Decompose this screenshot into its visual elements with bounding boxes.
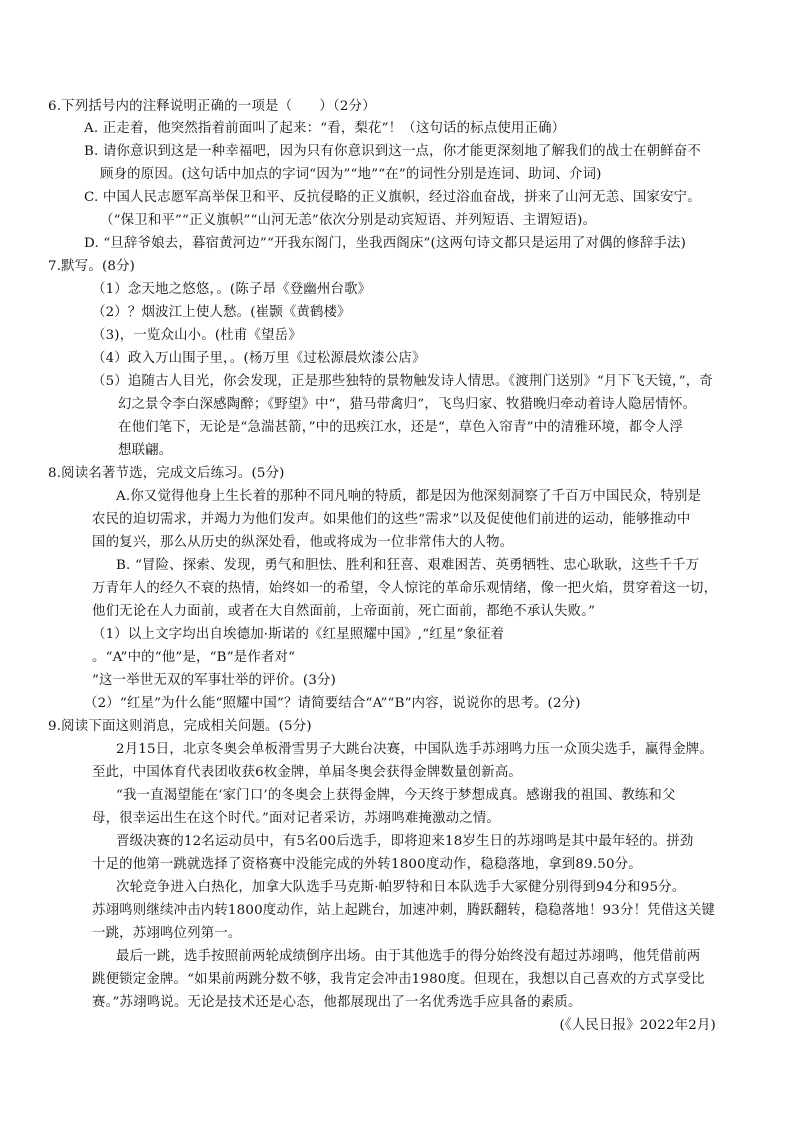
- q8-subquestion-1-cont: 。“A”中的“他”是，“B”是作者对“: [92, 650, 296, 665]
- q6-stem: 6.下列括号内的注释说明正确的一项是（ ）（2分）: [48, 99, 376, 114]
- q7-item-2: （2）？烟波江上使人愁。(崔颢《黄鹤楼》: [92, 305, 351, 320]
- q7-item-5-cont: 幻之景令李白深感陶醉；《野望》中“，猎马带禽归”，飞鸟归家、牧猎晚归牵动着诗人隐居情怀。: [118, 397, 697, 412]
- q8-subquestion-1-cont: ”这一举世无双的军事壮举的评价。(3分): [92, 673, 337, 688]
- q9-paragraph-5: 最后一跳，选手按照前两轮成绩倒序出场。由于其他选手的得分始终没有超过苏翊鸣，他凭借前两: [116, 949, 701, 964]
- q9-paragraph-2: “我一直渴望能在‘家门口’的冬奥会上获得金牌，今天终于梦想成真。感谢我的祖国、教练和父: [116, 788, 676, 803]
- q7-item-5-cont: 想联翩。: [118, 443, 173, 458]
- q9-paragraph-5-cont: 赛。”苏翊鸣说。无论是技术还是心态，他都展现出了一名优秀选手应具备的素质。: [92, 995, 582, 1010]
- q9-stem: 9.阅读下面这则消息，完成相关问题。(5分): [48, 719, 312, 734]
- q9-paragraph-2-cont: 母，很幸运出生在这个时代。”面对记者采访，苏翊鸣难掩激动之情。: [92, 811, 501, 826]
- q9-paragraph-4-cont: 一跳，苏翊鸣位列第一。: [92, 926, 242, 941]
- q9-paragraph-4-cont: 苏翊鸣则继续冲击内转1800度动作，站上起跳台，加速冲刺，腾跃翻转，稳稳落地！93分！凭借这关键: [92, 903, 716, 918]
- q7-item-5-cont: 在他们笔下，无论是“急湍甚箭，”中的迅疾江水，还是“，草色入帘青”中的清雅环境，都令人浮: [118, 420, 684, 435]
- q7-item-1: （1）念天地之悠悠，。(陈子昂《登幽州台歌》: [92, 282, 372, 297]
- q6-option-b: B. 请你意识到这是一种幸福吧，因为只有你意识到这一点，你才能更深刻地了解我们的战士在朝鲜奋不: [84, 144, 701, 159]
- q6-option-c-cont: （“保卫和平”“正义旗帜”“山河无恙”依次分别是动宾短语、并列短语、主谓短语)。: [100, 213, 597, 228]
- q8-excerpt-b: B. “冒险、探索、发现，勇气和胆怯、胜利和狂喜、艰难困苦、英勇牺牲、忠心耿耿，这些千千万: [116, 558, 700, 573]
- q6-option-d: D. “旦辞爷娘去，暮宿黄河边”“开我东阁门，坐我西阁床”(这两句诗文都只是运用了对偶的修辞手法): [84, 236, 687, 251]
- q8-subquestion-2: （2）“红星”为什么能“照耀中国”？请简要结合“A”“B”内容，说说你的思考。(2分): [84, 696, 581, 711]
- q6-option-a: A. 正走着，他突然指着前面叫了起来：“看，梨花”！（这句话的标点使用正确）: [84, 121, 566, 136]
- q6-option-c: C. 中国人民志愿军高举保卫和平、反抗侵略的正义旗帜，经过浴血奋战，拼来了山河无恙、国家安宁。: [84, 190, 701, 205]
- q9-paragraph-4: 次轮竞争进入白热化，加拿大队选手马克斯·帕罗特和日本队选手大冢健分别得到94分和95分。: [116, 880, 686, 895]
- q9-paragraph-3: 晋级决赛的12名运动员中，有5名00后选手，即将迎来18岁生日的苏翊鸣是其中最年轻的。拼劲: [116, 834, 694, 849]
- q7-item-3: （3)，一览众山小。(杜甫《望岳》: [92, 328, 302, 343]
- q9-source: (《人民日报》2022年2月): [559, 1018, 716, 1033]
- q9-paragraph-5-cont: 跳便锁定金牌。“如果前两跳分数不够，我肯定会冲击1980度。但现在，我想以自己喜欢的方式享受比: [92, 972, 705, 987]
- q8-excerpt-b-cont: 他们无论在人力面前，或者在大自然面前，上帝面前，死亡面前，都绝不承认失败。”: [92, 604, 596, 619]
- q8-excerpt-a: A.你又觉得他身上生长着的那种不同凡响的特质，都是因为他深刻洞察了千百万中国民众，特别是: [116, 489, 702, 504]
- q7-stem: 7.默写。(8分): [48, 259, 136, 274]
- q8-subquestion-1: （1）以上文字均出自埃德加·斯诺的《红星照耀中国》,“红星”象征着: [92, 627, 505, 642]
- q9-paragraph-3-cont: 十足的他第一跳就选择了资格赛中没能完成的外转1800度动作，稳稳落地，拿到89.50分。: [92, 857, 642, 872]
- q9-paragraph-1-cont: 至此，中国体育代表团收获6枚金牌，单届冬奥会获得金牌数量创新高。: [92, 765, 523, 780]
- q8-stem: 8.阅读名著节选，完成文后练习。(5分): [48, 466, 285, 481]
- q8-excerpt-a-cont: 农民的迫切需求，并竭力为他们发声。如果他们的这些“需求”以及促使他们前进的运动，能够推动中: [92, 512, 691, 527]
- q8-excerpt-b-cont: 万青年人的经久不衰的热情，始终如一的希望，令人惊诧的革命乐观情绪，像一把火焰，贯穿着这一切，: [92, 581, 718, 596]
- q7-item-4: （4）政入万山围子里，。(杨万里《过松源晨炊漆公店》: [92, 351, 426, 366]
- q8-excerpt-a-cont: 国的复兴，那么从历史的纵深处看，他或将成为一位非常伟大的人物。: [92, 535, 514, 550]
- q6-option-b-cont: 顾身的原因。(这句话中加点的字词“因为”“地”“在”的词性分别是连词、助词、介词): [100, 167, 602, 182]
- q9-paragraph-1: 2月15日，北京冬奥会单板滑雪男子大跳台决赛，中国队选手苏翊鸣力压一众顶尖选手，赢得金牌。: [116, 742, 713, 757]
- q7-item-5: （5）追随古人目光，你会发现，正是那些独特的景物触发诗人情思。《渡荆门送别》“月下飞天镜，”，奇: [92, 374, 713, 389]
